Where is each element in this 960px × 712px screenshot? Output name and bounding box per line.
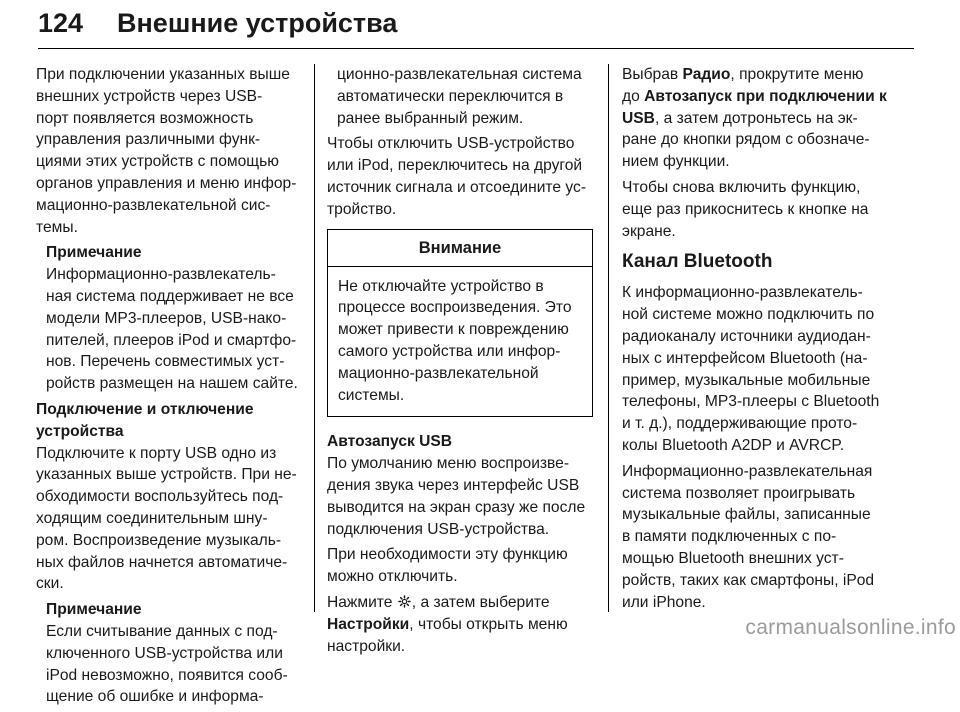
radio-label: Радио [682,66,731,83]
text-line: подключения USB-устройства. [327,520,550,538]
text-line: дения звука через интерфейс USB [327,476,580,494]
settings-text-last: настройки. [327,637,406,655]
text-line: телефоны, MP3-плееры с Bluetooth [622,393,880,411]
settings-label: Настройки [327,615,410,633]
page-title: Внешние устройства [117,8,398,38]
section-connect-heading [36,399,300,443]
section-connect [36,399,300,595]
text-line: ционно-развлекательная система [337,66,582,83]
text-line: или iPod, переключитесь на другой [327,157,583,175]
note-2-text [46,621,300,708]
text-line: органов управления и меню инфор- [36,174,297,192]
text-line: Чтобы отключить USB-устройство [327,135,575,153]
text-line: управления различными функ- [36,131,261,149]
text-line: порт появляется возможность [36,109,254,127]
watermark: carmanualsonline.info [745,616,956,639]
column-divider-2 [608,64,609,612]
text-line: колы Bluetooth A2DP и AVRCP. [622,436,845,454]
text-line: мощью Bluetooth внешних уст- [622,549,844,567]
text-line: По умолчанию меню воспроизве- [327,455,570,473]
text-line: ски. [36,575,64,593]
text-line: ройств размещен на нашем сайте. [46,375,298,393]
text-line: музыкальные файлы, записанные [622,506,871,524]
column-divider-1 [314,64,315,612]
text-line: пример, музыкальные мобильные [622,371,871,389]
gear-icon [398,595,411,608]
text-line: можно отключить. [327,568,458,586]
text-line: ной системе можно подключить по [622,306,875,324]
text-line: Подключение и отключение [36,400,254,418]
text-line: или iPhone. [622,593,706,611]
text-line: ключенного USB-устройства или [46,644,283,662]
text-line: Информационно-развлекатель- [46,266,276,284]
text-line: указанных выше устройств. При не- [36,466,297,484]
text-line: внешних устройств через USB- [36,87,263,105]
disconnect-paragraph [327,133,593,220]
settings-text: , чтобы открыть меню [409,615,568,633]
radio-text-b: , прокрутите меню [730,66,864,83]
page-number: 124 [38,8,84,38]
autoplay-section [327,431,593,540]
text-line: и т. д.), поддерживающие прото- [622,415,858,433]
text-line: мационно-развлекательной сис- [36,196,271,214]
text-line: устройства [36,422,124,440]
text-line: iPod невозможно, появится сооб- [46,666,288,684]
text-line: модели MP3-плееров, USB-нако- [46,309,287,327]
text-line: ранее выбранный режим. [337,109,524,127]
text-line: системы. [338,386,405,404]
text-line: выводится на экран сразу же после [327,498,586,516]
text-line: К информационно-развлекатель- [622,284,863,302]
press-text-end: , а затем выберите [411,593,550,611]
column-3 [622,64,888,617]
text-line: нов. Перечень совместимых уст- [46,353,285,371]
text-line: еще раз прикоснитесь к кнопке на [622,200,869,218]
text-line: ром. Воспроизведение музыкаль- [36,531,282,549]
column-1 [36,64,300,712]
text-line: пителей, плееров iPod и смартфо- [46,331,297,349]
press-text: Нажмите [327,593,393,611]
text-line: Не отключайте устройство в [338,277,544,295]
note-1-text [46,264,300,395]
text-line: радиоканалу источники аудиодан- [622,327,871,345]
text-line: автоматически переключится в [337,87,564,105]
text-line: ране до кнопки рядом с обозначе- [622,131,870,149]
note-2 [36,599,300,708]
text-line: источник сигнала и отсоедините ус- [327,178,587,196]
note-1 [36,242,300,395]
text-line: темы. [36,218,78,236]
autostart-label-1: Автозапуск при подключении к [644,87,887,105]
text-line: ройств, таких как смартфоны, iPod [622,571,875,589]
text-line: обходимости воспользуйтесь под- [36,488,284,506]
text-line: щение об ошибке и информа- [46,688,264,706]
text-line: мационно-развлекательной [338,364,539,382]
page-header [38,8,914,50]
text-line: ных файлов начнется автоматиче- [36,553,288,571]
text-line: Подключите к порту USB одно из [36,444,277,462]
settings-paragraph [327,592,593,657]
text-line: нием функции. [622,153,730,171]
text-line: ная система поддерживает не все [46,287,294,305]
reenable-paragraph [622,177,888,242]
note-2-continued [327,64,593,129]
note-1-title: Примечание [46,244,142,262]
text-line: система позволяет проигрывать [622,484,856,502]
text-line: ходящим соединительным шну- [36,509,268,527]
radio-text-d: , а затем дотроньтесь на эк- [654,109,858,127]
header-divider [38,48,914,49]
warning-text [328,267,592,417]
radio-paragraph [622,64,888,173]
autoplay-text [327,453,593,540]
text-line: тройство. [327,200,397,218]
text-line: При необходимости эту функцию [327,546,568,564]
autostart-label-2: USB [622,109,655,127]
radio-text-c: до [622,87,645,105]
text-line: циями этих устройств с помощью [36,153,279,171]
text-line: Чтобы снова включить функцию, [622,178,861,196]
column-2 [327,64,593,661]
text-line: процессе воспроизведения. Это [338,299,572,317]
bluetooth-paragraph-1 [622,282,888,456]
bluetooth-paragraph-2 [622,461,888,614]
radio-text-rest [622,129,888,173]
warning-box [327,229,593,418]
radio-text-a: Выбрав [622,66,683,83]
section-connect-text [36,443,300,596]
text-line: ных с интерфейсом Bluetooth (на- [622,349,868,367]
text-line: экране. [622,222,676,240]
text-line: Если считывание данных с под- [46,622,278,640]
text-line: может привести к повреждению [338,321,569,339]
disable-paragraph [327,544,593,588]
autoplay-heading: Автозапуск USB [327,433,453,451]
text-line: При подключении указанных выше [36,66,290,83]
warning-title: Внимание [328,230,592,267]
text-line: в памяти подключенных с по- [622,528,837,546]
bluetooth-heading: Канал Bluetooth [622,251,773,273]
text-line: самого устройства или инфор- [338,342,561,360]
intro-paragraph [36,64,300,238]
text-line: Информационно-развлекательная [622,462,873,480]
note-2-title: Примечание [46,601,142,619]
